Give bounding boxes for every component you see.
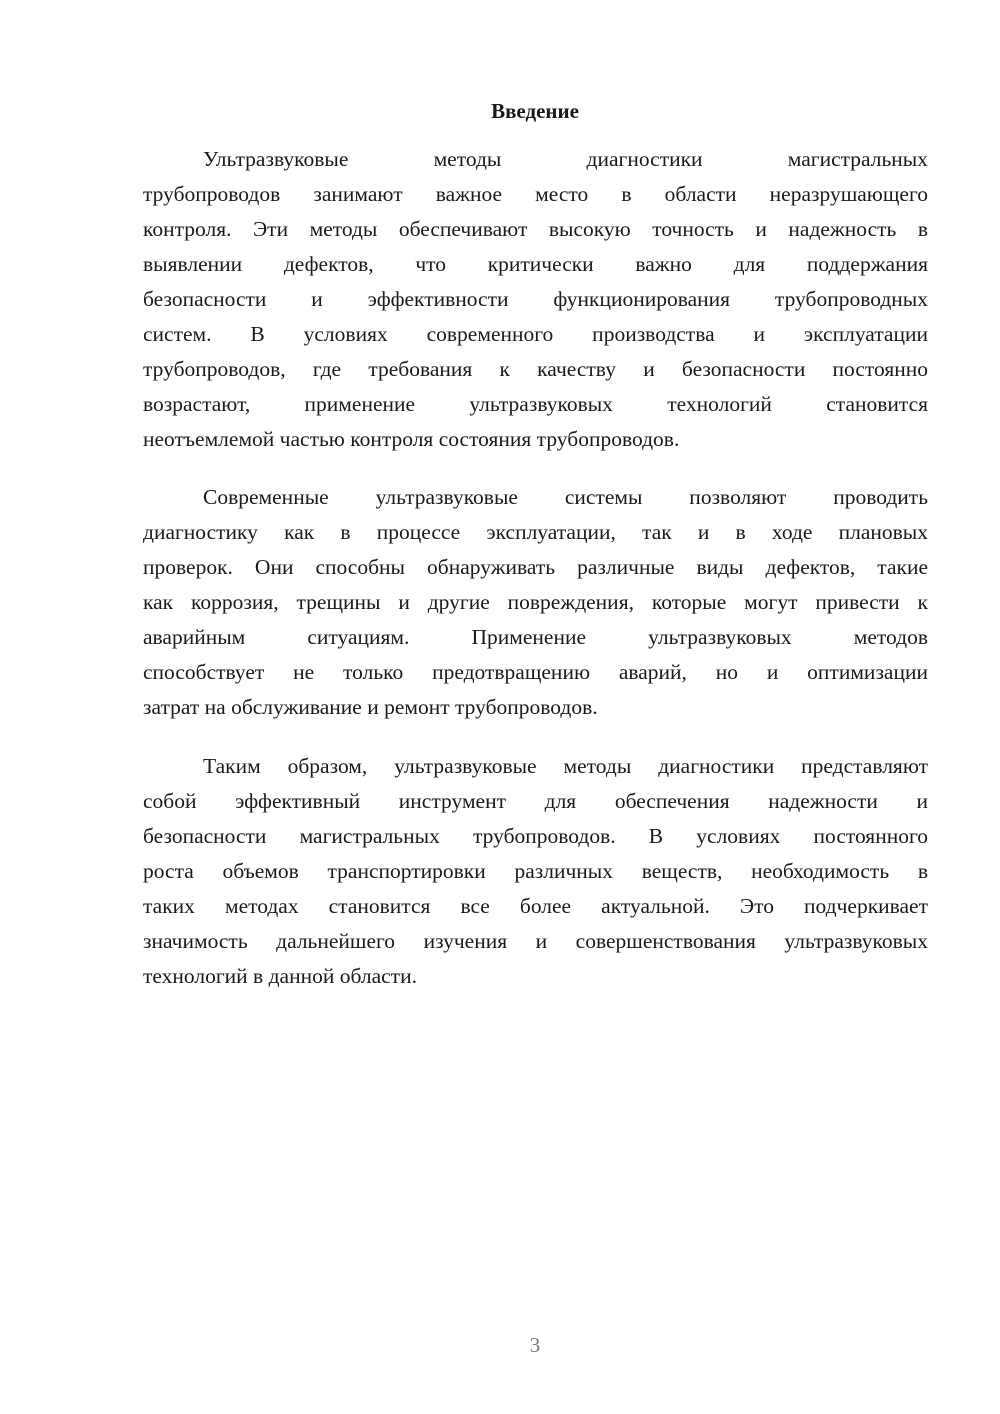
text-line: возрастают, применение ультразвуковых технологий становится [143, 392, 928, 416]
text-line: таких методах становится все более актуальной. Это подчеркивает [143, 894, 928, 918]
text-line: Ультразвуковые методы диагностики магистральных [203, 147, 928, 171]
paragraph-1 [143, 142, 928, 457]
paragraph-2 [143, 480, 928, 725]
text-line: неотъемлемой частью контроля состояния трубопроводов. [143, 427, 680, 451]
text-line: Современные ультразвуковые системы позволяют проводить [203, 485, 928, 509]
text-line: роста объемов транспортировки различных веществ, необходимость в [143, 859, 928, 883]
text-line: способствует не только предотвращению аварий, но и оптимизации [143, 660, 928, 684]
paragraph-3 [143, 749, 928, 994]
text-line: трубопроводов, где требования к качеству и безопасности постоянно [143, 357, 928, 381]
text-line: затрат на обслуживание и ремонт трубопроводов. [143, 695, 598, 719]
text-line: аварийным ситуациям. Применение ультразвуковых методов [143, 625, 928, 649]
text-line: как коррозия, трещины и другие повреждения, которые могут привести к [143, 590, 928, 614]
text-line: выявлении дефектов, что критически важно для поддержания [143, 252, 928, 276]
text-line: Таким образом, ультразвуковые методы диагностики представляют [203, 754, 928, 778]
text-line: диагностику как в процессе эксплуатации, так и в ходе плановых [143, 520, 928, 544]
text-line: безопасности магистральных трубопроводов. В условиях постоянного [143, 824, 928, 848]
text-line: значимость дальнейшего изучения и совершенствования ультразвуковых [143, 929, 928, 953]
text-line: систем. В условиях современного производства и эксплуатации [143, 322, 928, 346]
text-line: безопасности и эффективности функционирования трубопроводных [143, 287, 928, 311]
page-number: 3 [529, 1333, 541, 1357]
text-line: собой эффективный инструмент для обеспечения надежности и [143, 789, 928, 813]
text-line: трубопроводов занимают важное место в области неразрушающего [143, 182, 928, 206]
text-line: технологий в данной области. [143, 964, 417, 988]
text-line: проверок. Они способны обнаруживать различные виды дефектов, такие [143, 555, 928, 579]
section-title: Введение [491, 99, 579, 123]
text-line: контроля. Эти методы обеспечивают высокую точность и надежность в [143, 217, 928, 241]
